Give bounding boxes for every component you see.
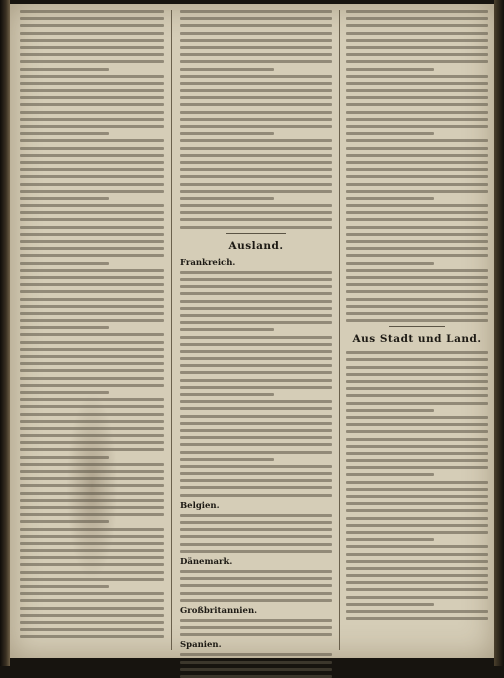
text-line xyxy=(20,535,164,538)
text-line xyxy=(346,452,488,455)
text-line xyxy=(20,111,164,114)
text-line xyxy=(346,373,488,376)
text-line xyxy=(20,355,164,358)
text-line xyxy=(180,486,332,489)
text-line xyxy=(346,10,488,13)
text-line xyxy=(20,492,164,495)
text-line xyxy=(20,233,164,236)
text-line xyxy=(180,350,332,353)
text-line xyxy=(346,502,488,505)
text-line xyxy=(20,607,164,610)
text-line xyxy=(346,459,488,462)
text-line xyxy=(180,577,332,580)
text-line xyxy=(346,488,488,491)
text-line xyxy=(180,226,332,229)
text-line xyxy=(20,333,164,336)
text-line xyxy=(346,24,488,27)
text-line xyxy=(20,520,109,523)
text-line xyxy=(346,402,488,405)
text-line xyxy=(180,125,332,128)
text-line xyxy=(346,423,488,426)
text-line xyxy=(180,204,332,207)
text-line xyxy=(180,343,332,346)
text-line xyxy=(346,445,488,448)
text-line xyxy=(20,391,109,394)
text-line xyxy=(180,60,332,63)
text-line xyxy=(180,161,332,164)
section-heading: Frankreich. xyxy=(180,257,236,268)
text-line xyxy=(180,175,332,178)
text-line xyxy=(20,211,164,214)
text-line xyxy=(346,60,488,63)
text-line xyxy=(180,39,332,42)
text-line xyxy=(20,175,164,178)
text-line xyxy=(180,599,332,602)
text-line xyxy=(20,305,164,308)
section-heading: Dänemark. xyxy=(180,556,233,567)
text-line xyxy=(346,298,488,301)
text-line xyxy=(346,111,488,114)
text-line xyxy=(20,39,164,42)
text-line xyxy=(346,430,488,433)
text-line xyxy=(346,211,488,214)
text-line xyxy=(20,60,164,63)
text-line xyxy=(180,285,332,288)
text-line xyxy=(346,319,488,322)
text-line xyxy=(180,521,332,524)
text-line xyxy=(180,139,332,142)
text-line xyxy=(20,32,164,35)
text-line xyxy=(20,10,164,13)
text-line xyxy=(180,443,332,446)
text-line xyxy=(346,132,434,135)
text-line xyxy=(20,448,164,451)
text-line xyxy=(346,312,488,315)
text-line xyxy=(346,358,488,361)
text-column-3 xyxy=(346,10,488,650)
text-line xyxy=(346,262,434,265)
text-line xyxy=(20,197,109,200)
text-line xyxy=(20,578,164,581)
text-line xyxy=(180,528,332,531)
text-line xyxy=(180,514,332,517)
text-line xyxy=(346,409,434,412)
text-line xyxy=(180,451,332,454)
text-line xyxy=(346,247,488,250)
text-line xyxy=(20,168,164,171)
text-line xyxy=(180,218,332,221)
text-line xyxy=(20,420,164,423)
text-line xyxy=(346,269,488,272)
text-line xyxy=(180,147,332,150)
text-line xyxy=(20,556,164,559)
text-line xyxy=(20,499,164,502)
text-line xyxy=(20,341,164,344)
text-line xyxy=(180,653,332,656)
text-line xyxy=(180,168,332,171)
text-line xyxy=(20,183,164,186)
text-line xyxy=(180,472,332,475)
text-line xyxy=(346,46,488,49)
text-line xyxy=(20,384,164,387)
text-line xyxy=(20,405,164,408)
text-line xyxy=(180,278,332,281)
text-line xyxy=(346,103,488,106)
text-line xyxy=(180,550,332,553)
column-rule xyxy=(339,10,340,650)
newspaper-page xyxy=(10,4,494,658)
text-line xyxy=(20,599,164,602)
text-line xyxy=(346,290,488,293)
text-line xyxy=(180,436,332,439)
text-line xyxy=(346,17,488,20)
text-line xyxy=(180,118,332,121)
text-line xyxy=(20,139,164,142)
text-line xyxy=(346,233,488,236)
text-line xyxy=(180,584,332,587)
section-heading: Großbritannien. xyxy=(180,605,258,616)
text-line xyxy=(180,415,332,418)
text-line xyxy=(20,118,164,121)
text-line xyxy=(20,82,164,85)
text-line xyxy=(346,240,488,243)
text-line xyxy=(180,271,332,274)
text-line xyxy=(20,456,109,459)
text-line xyxy=(180,300,332,303)
text-line xyxy=(20,254,164,257)
text-line xyxy=(20,283,164,286)
text-line xyxy=(20,218,164,221)
text-line xyxy=(180,633,332,636)
text-line xyxy=(20,24,164,27)
text-line xyxy=(346,531,488,534)
text-line xyxy=(20,89,164,92)
text-line xyxy=(180,422,332,425)
text-line xyxy=(346,226,488,229)
text-line xyxy=(20,614,164,617)
text-line xyxy=(20,470,164,473)
text-line xyxy=(346,588,488,591)
text-line xyxy=(20,413,164,416)
text-line xyxy=(346,567,488,570)
text-line xyxy=(20,463,164,466)
text-line xyxy=(20,549,164,552)
text-line xyxy=(180,53,332,56)
text-line xyxy=(20,204,164,207)
text-line xyxy=(180,314,332,317)
text-line xyxy=(346,147,488,150)
text-line xyxy=(346,175,488,178)
text-line xyxy=(20,147,164,150)
text-line xyxy=(20,68,109,71)
text-line xyxy=(180,328,274,331)
text-line xyxy=(20,571,164,574)
text-line xyxy=(20,103,164,106)
text-line xyxy=(20,319,164,322)
text-line xyxy=(180,364,332,367)
text-line xyxy=(20,240,164,243)
text-line xyxy=(180,407,332,410)
text-line xyxy=(346,39,488,42)
text-line xyxy=(346,75,488,78)
text-line xyxy=(20,17,164,20)
text-line xyxy=(346,574,488,577)
text-line xyxy=(20,528,164,531)
text-line xyxy=(346,183,488,186)
text-line xyxy=(20,247,164,250)
text-line xyxy=(180,479,332,482)
text-line xyxy=(180,321,332,324)
text-line xyxy=(346,366,488,369)
text-line xyxy=(180,197,274,200)
text-line xyxy=(20,190,164,193)
text-line xyxy=(20,298,164,301)
text-line xyxy=(180,379,332,382)
text-line xyxy=(180,494,332,497)
text-line xyxy=(20,132,109,135)
text-line xyxy=(180,626,332,629)
text-line xyxy=(346,495,488,498)
text-line xyxy=(180,386,332,389)
section-divider xyxy=(389,326,446,327)
section-heading: Aus Stadt und Land. xyxy=(352,333,482,346)
text-line xyxy=(20,46,164,49)
text-line xyxy=(20,635,164,638)
text-line xyxy=(346,204,488,207)
text-line xyxy=(346,473,434,476)
text-line xyxy=(180,393,274,396)
text-column-2 xyxy=(180,10,332,650)
text-line xyxy=(20,96,164,99)
text-line xyxy=(346,305,488,308)
text-line xyxy=(180,68,274,71)
text-column-1 xyxy=(20,10,164,650)
text-line xyxy=(180,429,332,432)
text-line xyxy=(346,254,488,257)
text-line xyxy=(346,89,488,92)
text-line xyxy=(20,628,164,631)
text-line xyxy=(180,535,332,538)
text-line xyxy=(180,668,332,671)
text-line xyxy=(180,357,332,360)
text-line xyxy=(20,362,164,365)
text-line xyxy=(180,458,274,461)
text-line xyxy=(20,75,164,78)
text-line xyxy=(346,524,488,527)
text-line xyxy=(20,427,164,430)
text-line xyxy=(180,111,332,114)
text-line xyxy=(20,506,164,509)
text-line xyxy=(180,89,332,92)
text-line xyxy=(180,336,332,339)
text-line xyxy=(180,371,332,374)
text-line xyxy=(346,139,488,142)
text-line xyxy=(20,326,109,329)
text-line xyxy=(20,154,164,157)
text-line xyxy=(346,560,488,563)
text-line xyxy=(180,75,332,78)
text-line xyxy=(346,416,488,419)
text-line xyxy=(180,154,332,157)
text-line xyxy=(20,290,164,293)
text-line xyxy=(180,96,332,99)
text-line xyxy=(346,380,488,383)
text-line xyxy=(346,387,488,390)
text-line xyxy=(346,218,488,221)
section-heading: Belgien. xyxy=(180,500,220,511)
text-line xyxy=(346,32,488,35)
text-line xyxy=(180,190,332,193)
text-line xyxy=(180,183,332,186)
text-line xyxy=(20,477,164,480)
text-line xyxy=(180,465,332,468)
text-line xyxy=(346,509,488,512)
text-line xyxy=(180,103,332,106)
text-line xyxy=(180,46,332,49)
text-line xyxy=(180,543,332,546)
section-heading: Spanien. xyxy=(180,640,222,651)
text-line xyxy=(20,441,164,444)
text-line xyxy=(20,592,164,595)
text-line xyxy=(346,276,488,279)
column-rule xyxy=(171,10,172,650)
text-line xyxy=(346,283,488,286)
text-line xyxy=(180,661,332,664)
text-line xyxy=(20,312,164,315)
text-line xyxy=(346,538,434,541)
text-line xyxy=(346,118,488,121)
text-line xyxy=(180,570,332,573)
text-line xyxy=(346,481,488,484)
text-line xyxy=(180,132,274,135)
text-line xyxy=(346,197,434,200)
text-line xyxy=(346,596,488,599)
text-line xyxy=(20,226,164,229)
text-line xyxy=(346,581,488,584)
text-line xyxy=(346,68,434,71)
text-line xyxy=(180,211,332,214)
text-line xyxy=(20,542,164,545)
text-line xyxy=(346,603,434,606)
text-line xyxy=(180,32,332,35)
text-line xyxy=(346,438,488,441)
text-line xyxy=(346,53,488,56)
text-line xyxy=(20,161,164,164)
text-line xyxy=(20,348,164,351)
text-line xyxy=(20,262,109,265)
text-line xyxy=(20,377,164,380)
text-line xyxy=(346,190,488,193)
text-line xyxy=(346,125,488,128)
text-line xyxy=(346,553,488,556)
text-line xyxy=(346,154,488,157)
text-line xyxy=(20,621,164,624)
text-line xyxy=(180,17,332,20)
text-line xyxy=(346,96,488,99)
text-line xyxy=(346,351,488,354)
text-line xyxy=(20,484,164,487)
text-line xyxy=(180,592,332,595)
text-line xyxy=(180,619,332,622)
text-line xyxy=(20,276,164,279)
page-edge-shadow xyxy=(494,0,504,666)
text-line xyxy=(20,369,164,372)
text-line xyxy=(346,545,488,548)
section-heading: Ausland. xyxy=(228,239,284,252)
text-line xyxy=(346,82,488,85)
text-line xyxy=(180,10,332,13)
text-line xyxy=(346,394,488,397)
text-line xyxy=(346,617,488,620)
text-line xyxy=(180,82,332,85)
text-line xyxy=(346,466,488,469)
text-line xyxy=(20,513,164,516)
text-line xyxy=(346,610,488,613)
text-line xyxy=(20,269,164,272)
text-line xyxy=(180,307,332,310)
text-line xyxy=(180,292,332,295)
text-line xyxy=(346,517,488,520)
text-line xyxy=(180,24,332,27)
text-line xyxy=(20,434,164,437)
book-spine-shadow xyxy=(0,0,10,666)
text-line xyxy=(180,400,332,403)
text-line xyxy=(20,125,164,128)
text-line xyxy=(346,161,488,164)
section-divider xyxy=(226,233,287,234)
text-line xyxy=(20,585,109,588)
text-line xyxy=(346,168,488,171)
text-line xyxy=(20,563,164,566)
text-line xyxy=(20,53,164,56)
text-line xyxy=(20,398,164,401)
